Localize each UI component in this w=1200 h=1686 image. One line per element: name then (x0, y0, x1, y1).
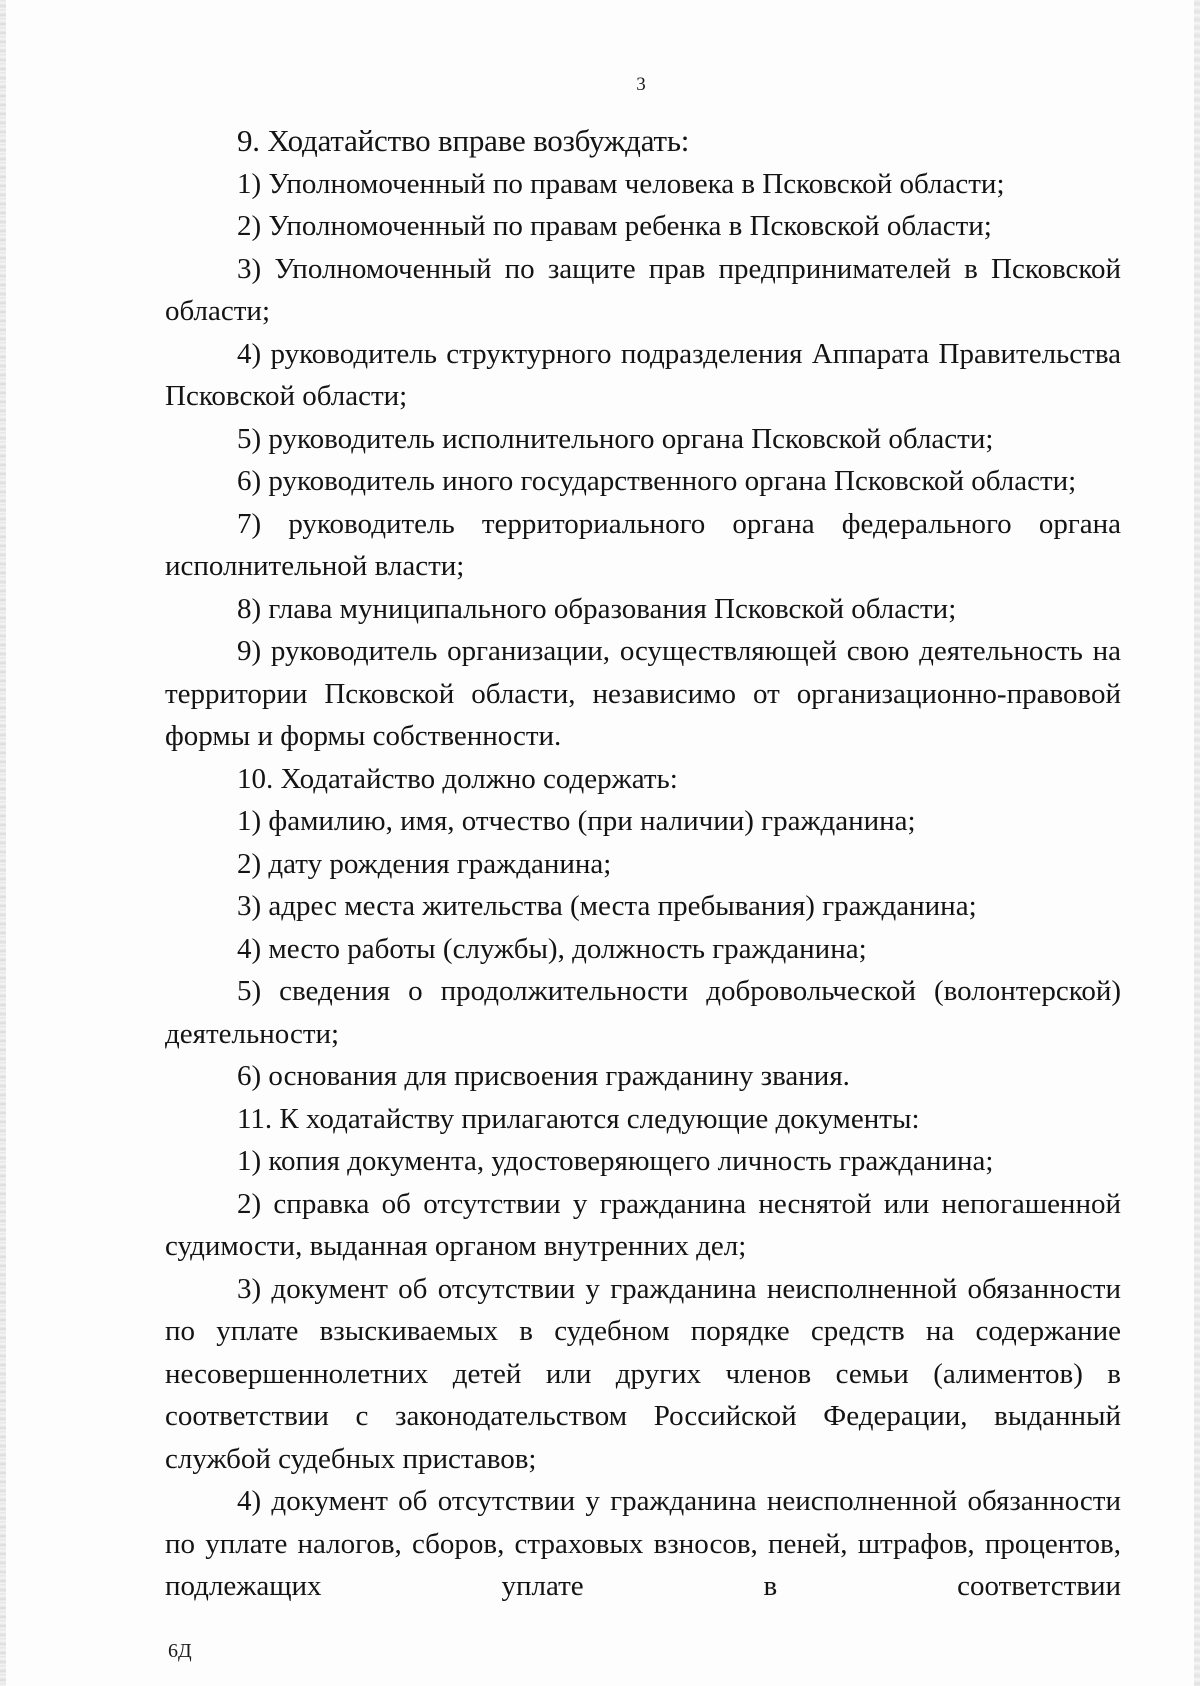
footer-code: 6Д (168, 1640, 192, 1662)
paragraph-continued: 4) документ об отсутствии у гражданина неисполненной обязанности по уплате налогов, сборов, страховых взносов, пеней, штрафов, процентов, подлежащих уплате в соответствии (165, 1485, 1121, 1602)
scan-edge-left (0, 0, 6, 1686)
paragraph: 1) копия документа, удостоверяющего личность гражданина; (237, 1145, 994, 1177)
paragraph-heading-10: 10. Ходатайство должно содержать: (237, 762, 678, 795)
document-body (165, 120, 1121, 1608)
paragraph: 8) глава муниципального образования Псковской области; (237, 592, 957, 625)
paragraph: 2) Уполномоченный по правам ребенка в Псковской области; (237, 210, 992, 242)
paragraph: 5) руководитель исполнительного органа Псковской области; (237, 422, 994, 455)
scan-edge-right (1194, 0, 1200, 1686)
page-number: 3 (636, 74, 646, 95)
paragraph: 6) руководитель иного государственного органа Псковской области; (237, 465, 1077, 497)
paragraph: 3) адрес места жительства (места пребывания) гражданина; (237, 890, 977, 922)
paragraph: 2) справка об отсутствии у гражданина неснятой или непогашенной судимости, выданная органом внутренних дел; (165, 1187, 1121, 1262)
paragraph: 3) документ об отсутствии у гражданина неисполненной обязанности по уплате взыскиваемых в судебном порядке средств на содержание несовершеннолетних детей или других членов семьи (алиментов) в соответствии с законодательством Российской Федерации, выданный службой судебных приставов; (165, 1272, 1121, 1475)
paragraph: 7) руководитель территориального органа федерального органа исполнительной власти; (165, 507, 1121, 582)
paragraph: 5) сведения о продолжительности добровольческой (волонтерской) деятельности; (165, 975, 1121, 1050)
paragraph: 4) место работы (службы), должность гражданина; (237, 932, 867, 965)
paragraph: 6) основания для присвоения гражданину звания. (237, 1060, 850, 1092)
paragraph: 2) дату рождения гражданина; (237, 847, 612, 880)
paragraph-heading-11: 11. К ходатайству прилагаются следующие документы: (237, 1102, 920, 1135)
paragraph: 1) фамилию, имя, отчество (при наличии) гражданина; (237, 805, 916, 837)
paragraph: 4) руководитель структурного подразделения Аппарата Правительства Псковской области; (165, 337, 1121, 412)
paragraph: 3) Уполномоченный по защите прав предпринимателей в Псковской области; (165, 252, 1121, 327)
paragraph: 1) Уполномоченный по правам человека в Псковской области; (237, 167, 1005, 200)
paragraph-heading-9: 9. Ходатайство вправе возбуждать: (237, 123, 690, 158)
paragraph: 9) руководитель организации, осуществляющей свою деятельность на территории Псковской области, независимо от организационно-правовой формы и формы собственности. (165, 635, 1121, 752)
